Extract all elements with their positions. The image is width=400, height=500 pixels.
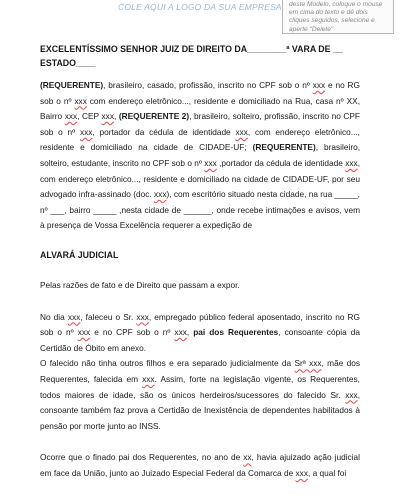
- court-heading: EXCELENTÍSSIMO SENHOR JUIZ DE DIREITO DA________ª VARA DE __ ESTADO____: [40, 44, 343, 68]
- placeholder-value: xxx: [142, 373, 155, 384]
- facts-paragraph: [40, 356, 360, 434]
- parties-paragraph: [40, 78, 360, 234]
- text: ,: [113, 111, 119, 122]
- placeholder-value: xxx: [154, 189, 167, 200]
- text: , mãe dos Requerentes, falecida em: [40, 358, 360, 384]
- text: , com endereço eletrônico..., residente e domiciliado na cidade de CIDADE-UF;: [40, 126, 360, 153]
- facts-paragraph: [40, 450, 360, 481]
- text: ), com escritório situado nesta cidade, na rua _____, nº ___, bairro _____ ,nesta cidade de ______, onde recebe intimações e avisos, vem à presença de Vossa Excelência requerer a expedição de: [40, 189, 360, 231]
- text: , brasileiro, solteiro, estudante, inscrito no CPF sob o nº: [40, 142, 360, 168]
- placeholder-value: xxx: [204, 157, 217, 168]
- text: e no CPF sob o nº: [90, 327, 175, 338]
- logo-placeholder: COLE AQUI A LOGO DA SUA EMPRESA: [118, 2, 282, 12]
- intro-paragraph: Pelas razões de fato e de Direito que passam a expor.: [40, 279, 240, 290]
- placeholder-value: xxx: [136, 311, 149, 322]
- text: , consoante também faz prova a Certidão de Inexistência de dependentes habilitados à pensão por morte junto ao INSS.: [40, 389, 360, 431]
- placeholder-value: xxx: [174, 327, 187, 338]
- party-label: (REQUERENTE): [252, 142, 316, 153]
- text: , brasileiro, casado, profissão, inscrito no CPF sob o nº: [103, 80, 313, 90]
- placeholder-value: xxx: [345, 389, 358, 400]
- text: , consoante cópia da Certidão de Óbito em anexo.: [40, 327, 360, 353]
- document-title: ALVARÁ JUDICIAL: [40, 249, 119, 260]
- placeholder-value: xxx: [101, 111, 114, 122]
- placeholder-value: xxx: [79, 126, 93, 137]
- instruction-note: deste Modelo, coloque o mouse em cima do texto e dê dois cliques seguidos, selecione e aperte "Delete": [282, 0, 394, 34]
- text: , havia ajuizado ação judicial em face da União, junto ao Juizado Especial Federal da Comarca de: [40, 452, 360, 478]
- text: O falecido não tinha outros filhos e era separado judicialmente da: [40, 358, 295, 369]
- document-body: [40, 42, 360, 481]
- placeholder-value: xxx: [74, 95, 87, 106]
- placeholder-value: xxx: [77, 327, 91, 338]
- party-label: (REQUERENTE 2): [118, 111, 190, 122]
- text: , com endereço eletrônico..., residente e domiciliado na cidade de CIDADE-UF, por seu advogado infra-assinado (doc.: [40, 157, 360, 200]
- text: , a qual foi: [307, 467, 347, 478]
- text: Ocorre que o finado pai dos Requerentes, no ano de: [40, 452, 244, 463]
- text: e no RG sob o nº: [40, 80, 360, 106]
- placeholder-value: xxx: [295, 467, 308, 478]
- text: , faleceu o Sr.: [80, 311, 137, 322]
- placeholder-value: xxx: [67, 311, 81, 322]
- placeholder-value: xxx: [64, 111, 78, 122]
- text: , portador da cédula de identidade: [92, 126, 236, 137]
- text: , brasileiro, solteiro, profissão, inscrito no CPF sob o nº: [40, 111, 360, 137]
- text: com endereço eletrônico..., residente e domiciliado na Rua, casa nº XX, Bairro: [40, 95, 360, 122]
- text: No dia: [40, 311, 68, 322]
- text: , CEP: [77, 111, 102, 122]
- text: , empregado público federal aposentado, inscrito no RG sob o nº: [40, 311, 360, 338]
- placeholder-value: xxx: [345, 157, 358, 168]
- party-label: (REQUERENTE): [40, 80, 104, 90]
- emphasis-text: pai dos Requerentes: [193, 327, 279, 338]
- placeholder-value: xx: [243, 452, 252, 463]
- text: . Assim, forte na legislação vigente, os Requerentes, todos maiores de idade, são os únicos herdeiros/sucessores do falecido Sr.: [40, 373, 360, 400]
- text: ,portador da cédula de identidade: [216, 157, 346, 168]
- placeholder-value: Srª xxx: [294, 358, 322, 369]
- text: ,: [186, 327, 194, 338]
- placeholder-value: xxx: [312, 80, 326, 90]
- placeholder-value: xxx: [235, 126, 248, 137]
- facts-paragraph: [40, 310, 360, 357]
